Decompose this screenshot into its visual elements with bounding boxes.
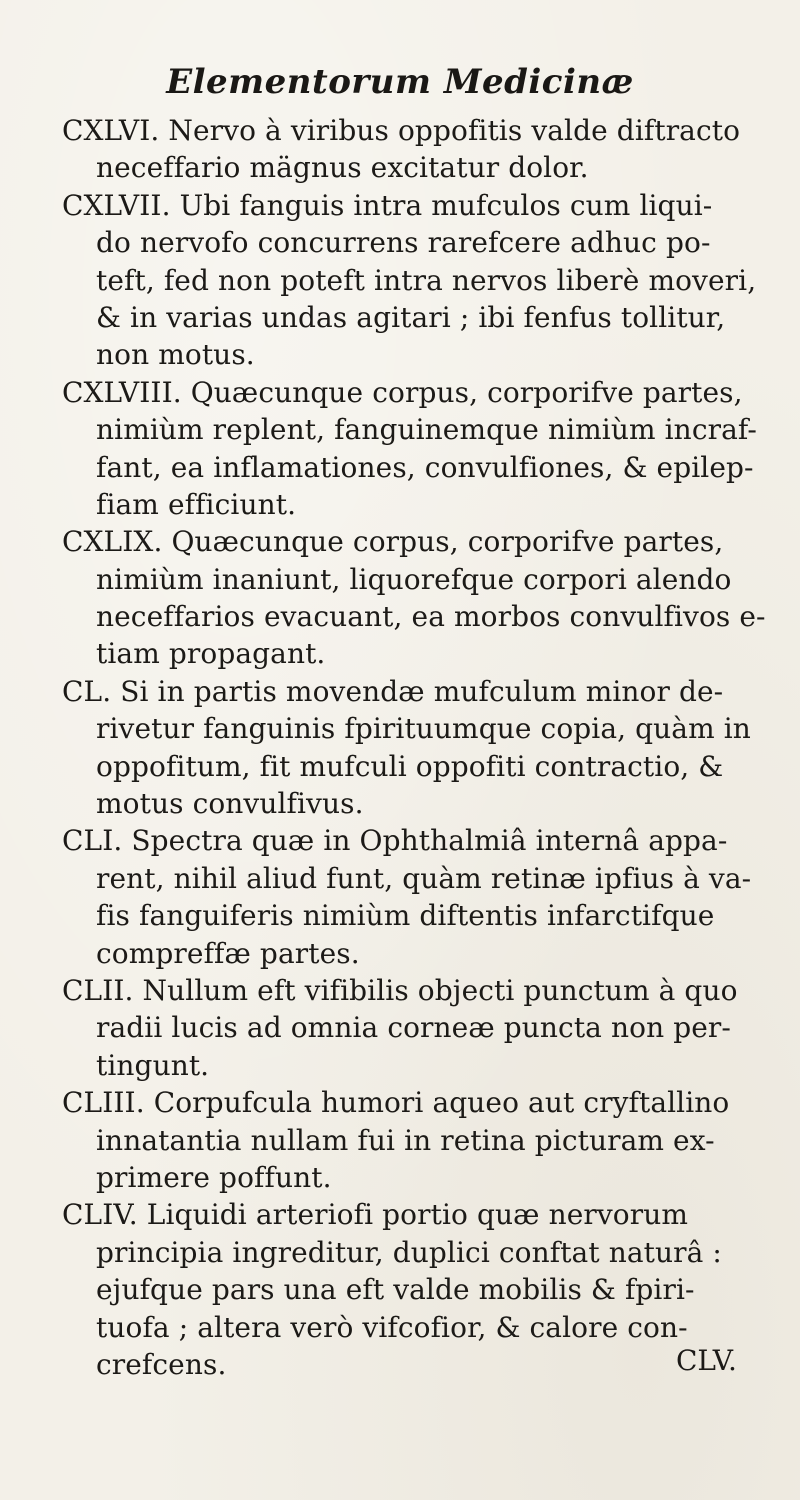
text-line: primere poffunt.: [96, 1160, 332, 1194]
text-line: CXLIX. Quæcunque corpus, corporifve partes,: [62, 525, 724, 559]
text-line: compreffæ partes.: [96, 936, 360, 970]
text-line: crefcens.: [96, 1347, 227, 1381]
text-block: [62, 112, 766, 1383]
text-line: principia ingreditur, duplici conftat naturâ :: [96, 1235, 722, 1269]
text-line: teft, fed non poteft intra nervos liberè moveri,: [96, 263, 757, 297]
paragraph-cxlvi: [62, 112, 762, 187]
text-line: fis fanguiferis nimiùm diftentis infarctifque: [96, 899, 715, 933]
text-line: CLII. Nullum eft vifibilis objecti punctum à quo: [62, 973, 738, 1007]
text-line: CLIV. Liquidi arteriofi portio quæ nervorum: [62, 1198, 689, 1232]
text-line: neceffario mägnus excitatur dolor.: [96, 151, 589, 185]
running-head: Elementorum Medicinæ: [166, 62, 634, 102]
paragraph-clii: [62, 972, 762, 1084]
text-line: tuofa ; altera verò vifcofior, & calore con-: [96, 1310, 688, 1344]
text-line: rent, nihil aliud funt, quàm retinæ ipfius à va-: [96, 861, 752, 895]
text-line: radii lucis ad omnia corneæ puncta non per-: [96, 1011, 731, 1045]
text-line: innatantia nullam fui in retina picturam ex-: [96, 1123, 715, 1157]
paragraph-cl: [62, 673, 762, 823]
text-line: CXLVIII. Quæcunque corpus, corporifve partes,: [62, 375, 743, 409]
text-line: ejufque pars una eft valde mobilis & fpiri-: [96, 1273, 695, 1307]
paragraph-cxlix: [62, 523, 766, 673]
paragraph-cxlvii: [62, 187, 762, 374]
text-line: fiam efficiunt.: [96, 487, 297, 521]
text-line: CLIII. Corpufcula humori aqueo aut cryftallino: [62, 1086, 730, 1120]
paragraph-cli: [62, 822, 762, 972]
text-line: CLI. Spectra quæ in Ophthalmiâ internâ appa-: [62, 824, 728, 858]
text-line: neceffarios evacuant, ea morbos convulfivos e-: [96, 600, 766, 634]
paragraph-cxlviii: [62, 374, 762, 524]
text-line: tiam propagant.: [96, 637, 326, 671]
paragraph-cliv: [62, 1196, 762, 1383]
text-line: tingunt.: [96, 1048, 210, 1082]
text-line: fant, ea inflamationes, convulfiones, & epilep-: [96, 450, 754, 484]
catchword: CLV.: [676, 1344, 737, 1377]
paragraph-cliii: [62, 1084, 762, 1196]
text-line: CL. Si in partis movendæ mufculum minor de-: [62, 674, 724, 708]
text-line: rivetur fanguinis fpirituumque copia, quàm in: [96, 712, 751, 746]
text-line: CXLVI. Nervo à viribus oppofitis valde diftracto: [62, 114, 741, 147]
text-line: non motus.: [96, 338, 255, 372]
text-line: oppofitum, fit mufculi oppofiti contractio, &: [96, 749, 724, 783]
text-line: CXLVII. Ubi fanguis intra mufculos cum liqui-: [62, 188, 713, 222]
text-line: nimiùm inaniunt, liquorefque corpori alendo: [96, 562, 732, 596]
text-line: motus convulfivus.: [96, 787, 364, 821]
text-line: nimiùm replent, fanguinemque nimiùm incraf-: [96, 413, 757, 447]
text-line: & in varias undas agitari ; ibi fenfus tollitur,: [96, 300, 726, 334]
text-line: do nervofo concurrens rarefcere adhuc po-: [96, 226, 711, 260]
